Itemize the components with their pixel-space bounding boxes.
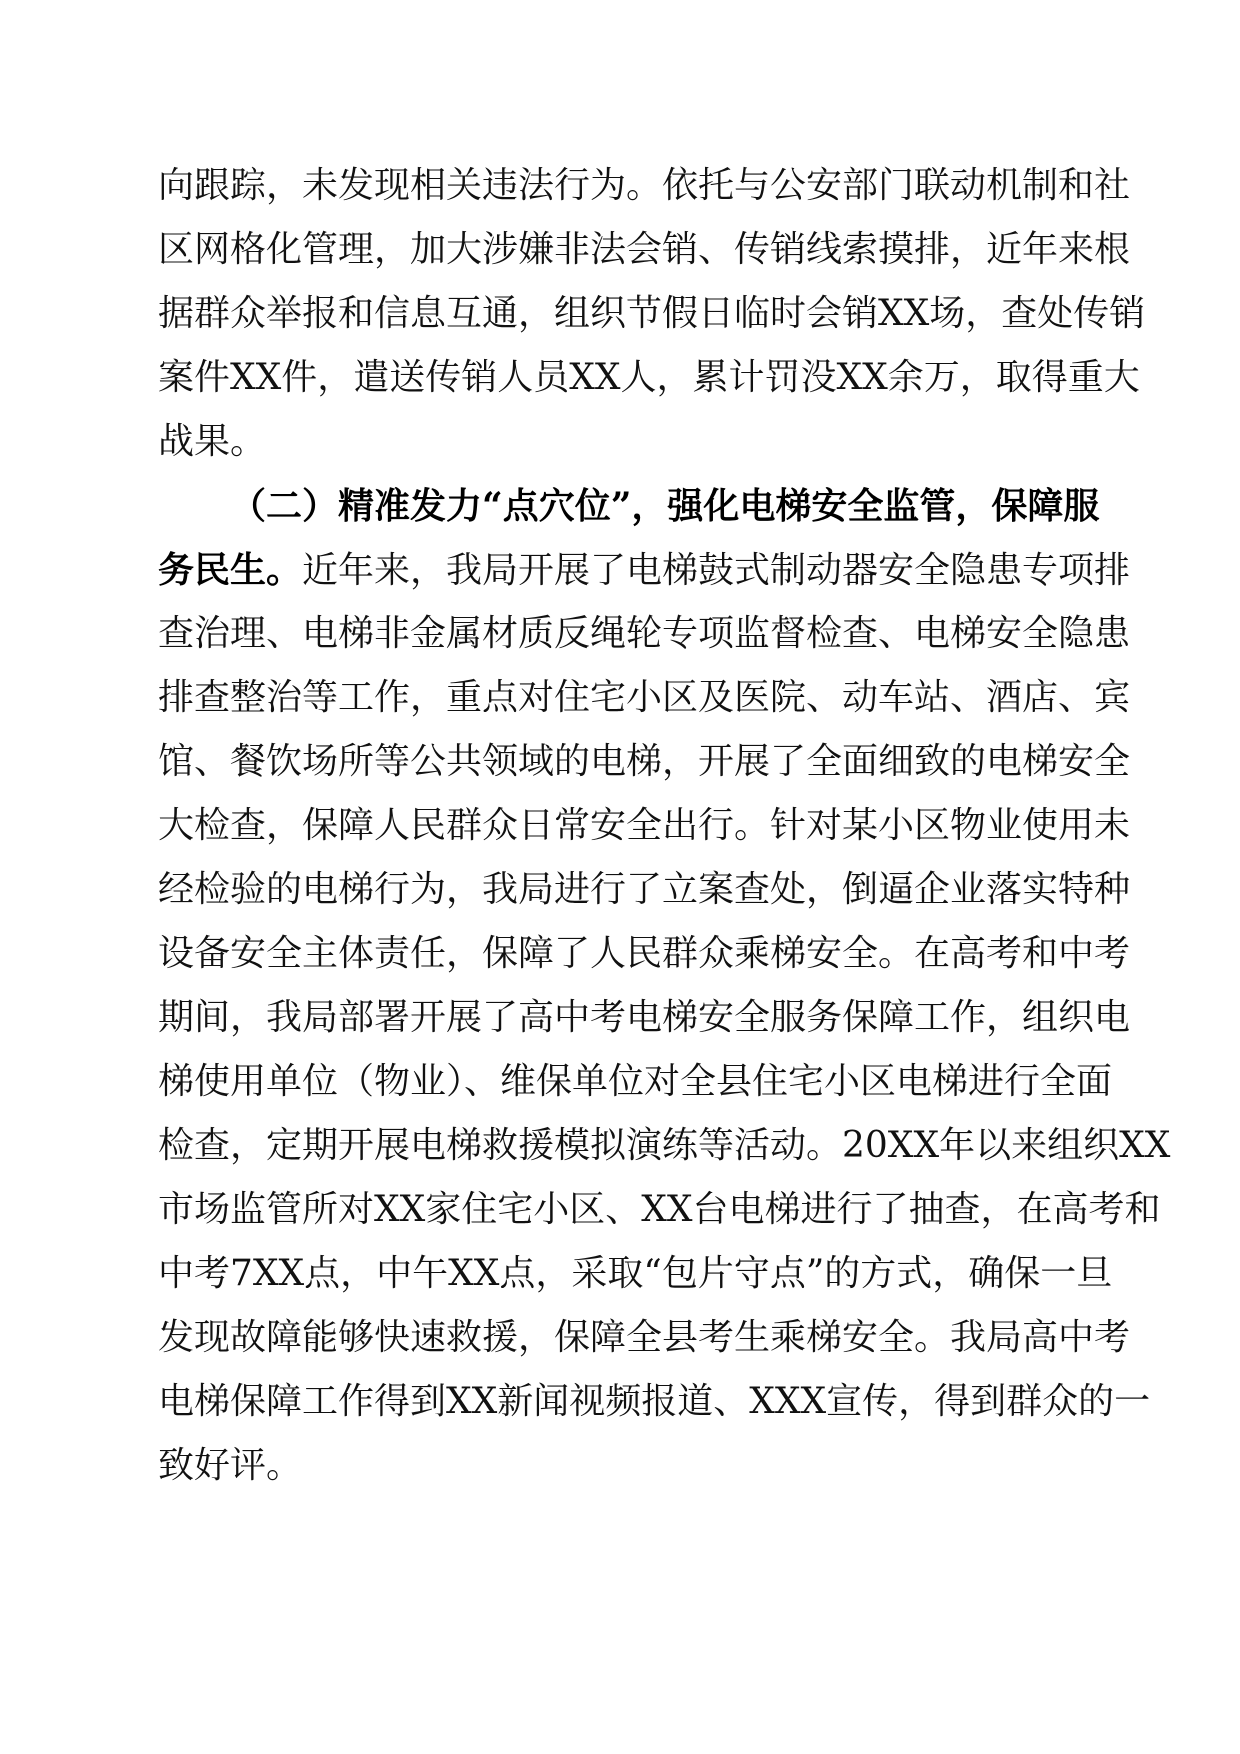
paragraph-2-line [158, 538, 1131, 602]
paragraph-2-line: 期间，我局部署开展了高中考电梯安全服务保障工作，组织电 [158, 997, 1131, 1038]
paragraph-2-line: 致好评。 [158, 1445, 303, 1486]
paragraph-1-line: 据群众举报和信息互通，组织节假日临时会销XX场，查处传销 [158, 293, 1146, 334]
paragraph-2-line: 查治理、电梯非金属材质反绳轮专项监督检查、电梯安全隐患 [158, 613, 1131, 654]
paragraph-2-line: 电梯保障工作得到XX新闻视频报道、XXX宣传，得到群众的一 [158, 1381, 1151, 1422]
paragraph-1 [158, 154, 1146, 474]
paragraph-1-line: 区网格化管理，加大涉嫌非法会销、传销线索摸排，近年来根 [158, 229, 1131, 270]
paragraph-2-line: 市场监管所对XX家住宅小区、XX台电梯进行了抽查，在高考和 [158, 1189, 1161, 1230]
paragraph-2-line: 馆、餐饮场所等公共领域的电梯，开展了全面细致的电梯安全 [158, 741, 1131, 782]
section-heading: （二）精准发力“点穴位”，强化电梯安全监管，保障服 [230, 485, 1100, 527]
section-heading-end: 务民生。 [158, 549, 303, 591]
paragraph-2-text: 近年来，我局开展了电梯鼓式制动器安全隐患专项排 [302, 550, 1131, 591]
paragraph-2-line: 中考7XX点，中午XX点，采取“包片守点”的方式，确保一旦 [158, 1253, 1113, 1294]
paragraph-1-line: 战果。 [158, 421, 267, 462]
paragraph-1-line: 向跟踪，未发现相关违法行为。依托与公安部门联动机制和社 [158, 165, 1131, 206]
paragraph-2-line: 检查，定期开展电梯救援模拟演练等活动。20XX年以来组织XX [158, 1125, 1171, 1166]
paragraph-2 [158, 474, 1171, 1498]
paragraph-1-line: 案件XX件，遣送传销人员XX人，累计罚没XX余万，取得重大 [158, 357, 1140, 398]
paragraph-2-line: 设备安全主体责任，保障了人民群众乘梯安全。在高考和中考 [158, 933, 1131, 974]
paragraph-2-line: 排查整治等工作，重点对住宅小区及医院、动车站、酒店、宾 [158, 677, 1131, 718]
paragraph-2-line: 发现故障能够快速救援，保障全县考生乘梯安全。我局高中考 [158, 1317, 1131, 1358]
paragraph-2-line: 经检验的电梯行为，我局进行了立案查处，倒逼企业落实特种 [158, 869, 1131, 910]
paragraph-2-line: 大检查，保障人民群众日常安全出行。针对某小区物业使用未 [158, 805, 1131, 846]
paragraph-2-line: 梯使用单位（物业）、维保单位对全县住宅小区电梯进行全面 [158, 1061, 1113, 1102]
